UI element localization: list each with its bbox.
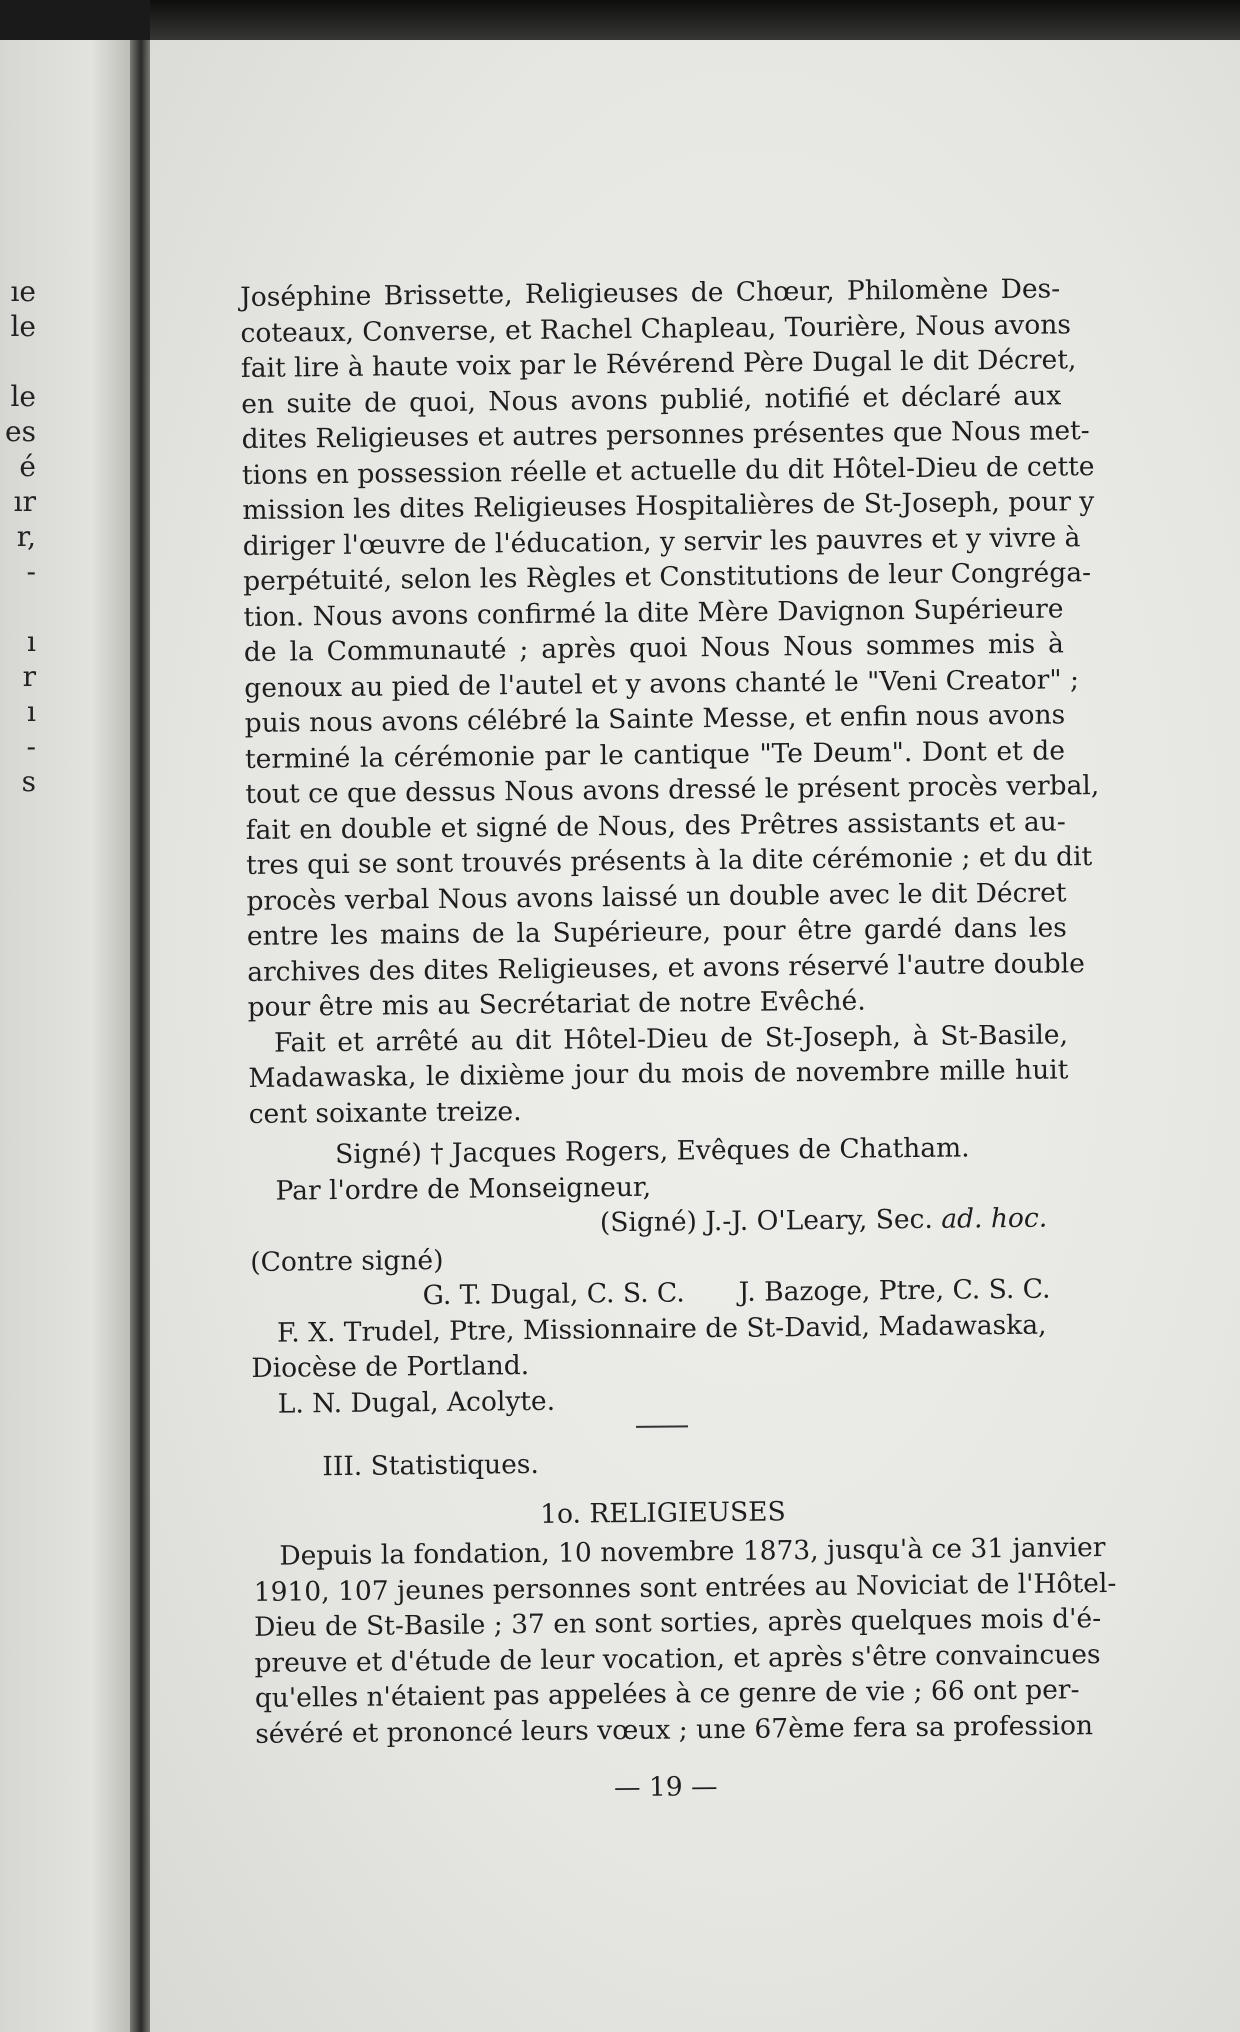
facing-page-fragment: es [5, 415, 36, 448]
text-line: diriger l'œuvre de l'éducation, y servir les pauvres et y vivre à [242, 521, 1081, 562]
countersigned-label: (Contre signé) [250, 1244, 444, 1278]
secretary-italic: ad. hoc. [941, 1202, 1048, 1235]
text-line: terminé la cérémonie par le cantique "Te Deum". Dont et de [244, 734, 1066, 775]
secretary-text: (Signé) J.-J. O'Leary, Sec. [599, 1203, 942, 1239]
body-paragraph [240, 271, 1100, 1025]
bishop-signature: Signé) † Jacques Rogers, Evêques de Chatham. [335, 1132, 970, 1171]
book-gutter [130, 40, 152, 2032]
facing-page-fragment: ıe [10, 275, 36, 308]
text-line: tions en possession réelle et actuelle du dit Hôtel-Dieu de cette [241, 450, 1095, 491]
facing-page-fragment: s [21, 765, 36, 798]
text-line: tres qui se sont trouvés présents à la dite cérémonie ; et du dit [245, 841, 1093, 881]
witness-name: J. Bazoge, Ptre, C. S. C. [738, 1273, 1051, 1308]
facing-page-fragment: - [26, 730, 36, 763]
text-line: tion. Nous avons confirmé la dite Mère Davignon Supérieure [243, 592, 1064, 633]
facing-page-edge [0, 40, 130, 2032]
text-line: entre les mains de la Supérieure, pour être gardé dans les [246, 912, 1067, 952]
text-line: Joséphine Brissette, Religieuses de Chœur, Philomène Des- [240, 273, 1061, 313]
text-line: Dieu de St-Basile ; 37 en sont sorties, après quelques mois d'é- [253, 1603, 1102, 1643]
text-line: tout ce que dessus Nous avons dressé le présent procès verbal, [245, 770, 1100, 810]
facing-page-fragment: le [10, 310, 36, 343]
text-line: cent soixante treize. [248, 1095, 522, 1130]
text-line: archives des dites Religieuses, et avons réservé l'autre double [247, 947, 1085, 988]
text-line: genoux au pied de l'autel et y avons chanté le "Veni Creator" ; [244, 663, 1080, 704]
page-top-shadow [150, 0, 1240, 44]
facing-page-fragment: r, [16, 520, 36, 553]
text-line: dites Religieuses et autres personnes présentes que Nous met- [241, 415, 1090, 455]
text-line: coteaux, Converse, et Rachel Chapleau, Tourière, Nous avons [240, 308, 1072, 349]
text-line: mission les dites Religieuses Hospitalières de St-Joseph, pour y [242, 486, 1095, 526]
page-text [240, 271, 1117, 1809]
order-line: Par l'ordre de Monseigneur, [275, 1171, 652, 1207]
text-line: de la Communauté ; après quoi Nous Nous sommes mis à [243, 628, 1065, 668]
facing-page-fragment: - [26, 555, 36, 588]
text-line: Depuis la fondation, 10 novembre 1873, jusqu'à ce 31 janvier [279, 1532, 1106, 1572]
text-line: procès verbal Nous avons laissé un double avec le dit Décret [246, 876, 1067, 917]
text-line: sévéré et prononcé leurs vœux ; une 67ème fera sa profession [255, 1709, 1094, 1750]
facing-page-fragment: ır [13, 485, 36, 518]
section-heading: III. Statistiques. [322, 1448, 540, 1483]
text-line: puis nous avons célébré la Sainte Messe, et enfin nous avons [244, 699, 1066, 739]
text-line: preuve et d'étude de leur vocation, et après s'être convaincues [254, 1638, 1101, 1679]
text-line: qu'elles n'étaient pas appelées à ce genre de vie ; 66 ont per- [254, 1674, 1080, 1714]
facing-page-fragment: ı [27, 625, 36, 658]
facing-page-fragment: ı [27, 695, 36, 728]
text-line: 1910, 107 jeunes personnes sont entrées au Noviciat de l'Hôtel- [253, 1567, 1117, 1608]
facing-page-fragment: le [10, 380, 36, 413]
facing-page-fragment: é [19, 450, 36, 483]
text-line: pour être mis au Secrétariat de notre Evêché. [247, 985, 866, 1023]
closing-paragraph [248, 1017, 1069, 1132]
signature-block [249, 1129, 1072, 1422]
witness-name: G. T. Dugal, C. S. C. [422, 1277, 685, 1312]
text-line: fait en double et signé de Nous, des Prêtres assistants et au- [245, 805, 1066, 846]
stats-paragraph [253, 1530, 1117, 1752]
section-divider [636, 1425, 688, 1428]
text-line: fait lire à haute voix par le Révérend Père Dugal le dit Décret, [240, 344, 1077, 384]
witness-line: Diocèse de Portland. [251, 1350, 530, 1384]
witness-line: L. N. Dugal, Acolyte. [277, 1385, 556, 1420]
page-number: — 19 — [613, 1771, 718, 1804]
witness-line: F. X. Trudel, Ptre, Missionnaire de St-David, Madawaska, [276, 1309, 1047, 1349]
subsection-heading: 1o. RELIGIEUSES [540, 1495, 786, 1530]
text-line: Fait et arrêté au dit Hôtel-Dieu de St-Joseph, à St-Basile, [273, 1018, 1069, 1059]
text-line: Madawaska, le dixième jour du mois de novembre mille huit [248, 1054, 1069, 1094]
text-line: en suite de quoi, Nous avons publié, notifié et déclaré aux [241, 379, 1062, 420]
text-line: perpétuité, selon les Règles et Constitutions de leur Congréga- [242, 557, 1092, 597]
facing-page-fragment: r [22, 660, 36, 693]
